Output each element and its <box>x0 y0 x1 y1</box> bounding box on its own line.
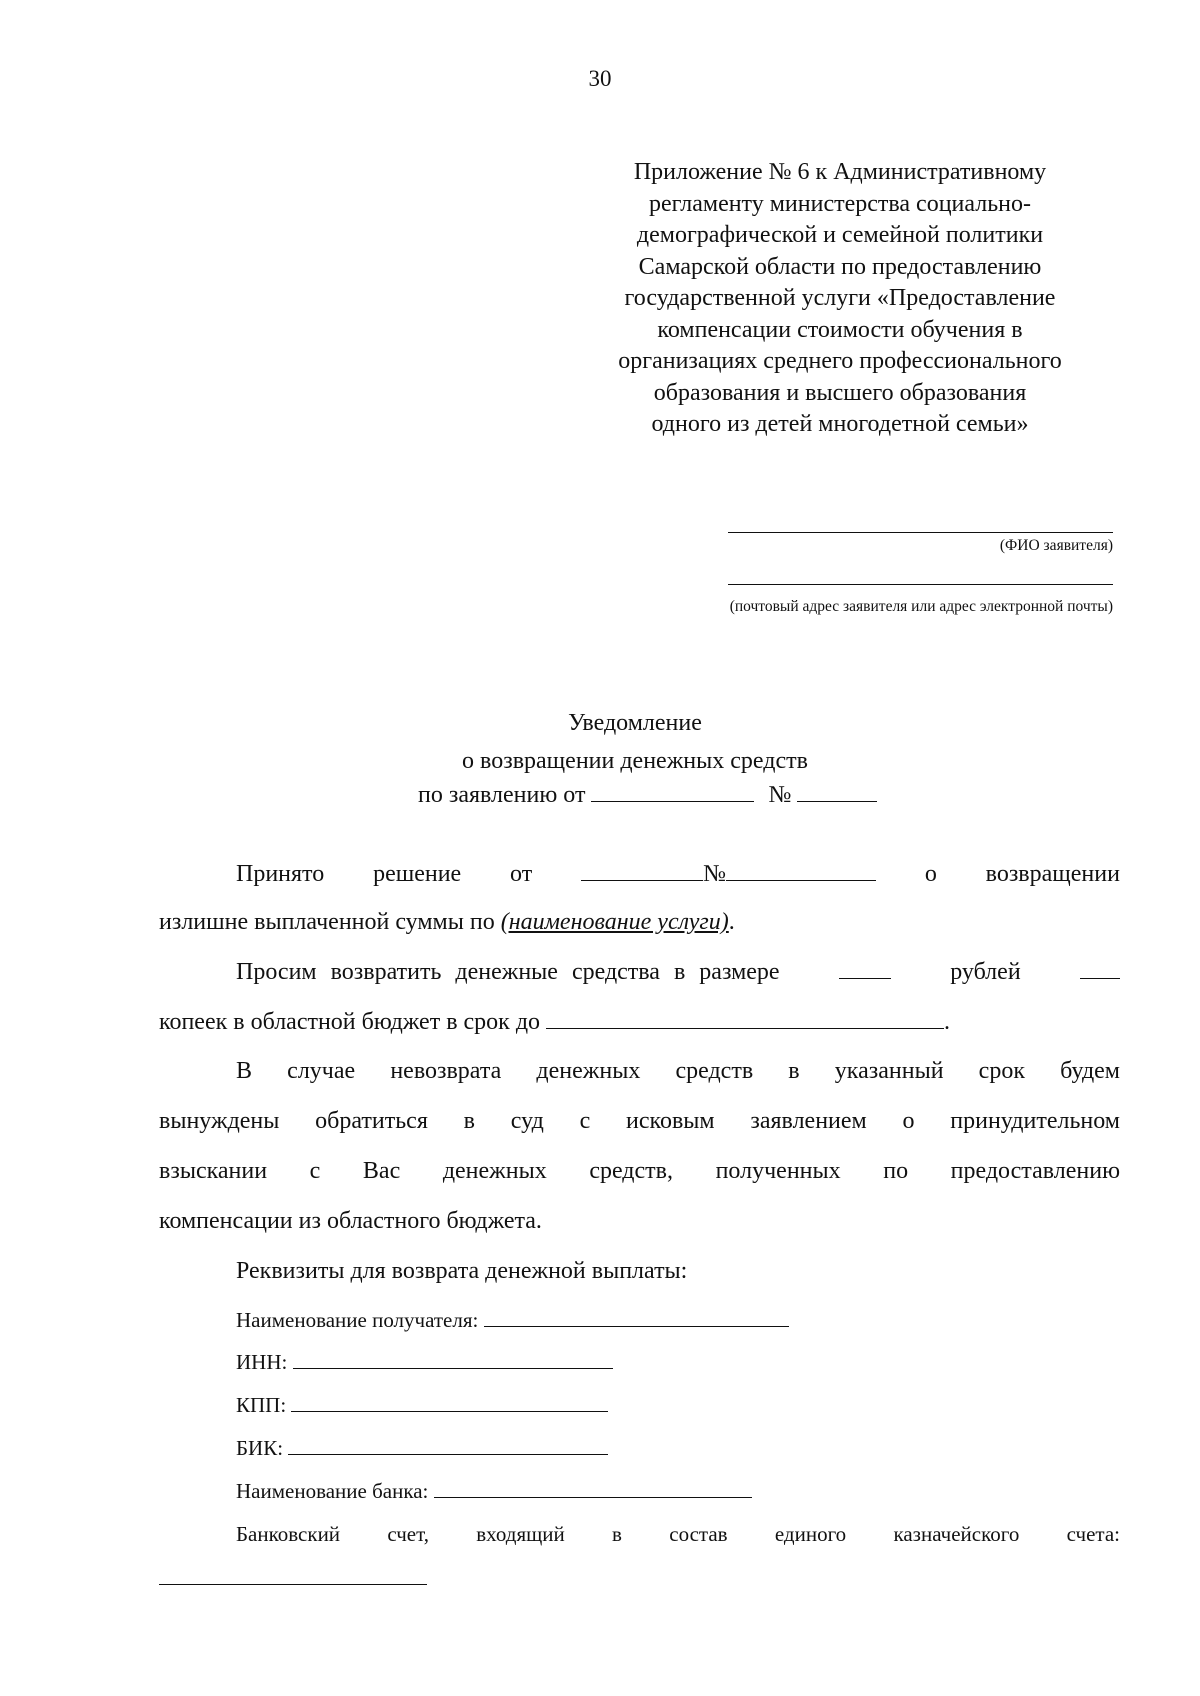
deadline-blank <box>546 1008 944 1029</box>
appendix-header <box>560 157 1120 441</box>
bik-label: БИК: <box>236 1436 284 1460</box>
header-line: Приложение № 6 к Административному <box>633 159 1047 185</box>
notice-application-line <box>418 781 877 809</box>
request-line-2 <box>159 1008 950 1036</box>
recipient-label: Наименование получателя: <box>236 1308 479 1332</box>
decision-word: Принято <box>236 861 325 887</box>
request-line2-prefix: копеек в областной бюджет в срок до <box>159 1009 541 1035</box>
warning-line-2: вынуждены обратиться в суд с исковым заявлением о принудительном <box>159 1108 1120 1134</box>
header-line: государственной услуги «Предоставление <box>624 285 1056 311</box>
header-line: регламенту министерства социально- <box>648 190 1032 217</box>
bank-row <box>236 1479 752 1504</box>
kpp-blank <box>291 1393 608 1412</box>
request-line2-suffix: . <box>944 1009 951 1035</box>
kpp-label: КПП: <box>236 1393 287 1417</box>
decision-line-2 <box>159 909 735 936</box>
page-number: 30 <box>588 66 612 91</box>
decision-line2-prefix: излишне выплаченной суммы по <box>159 909 495 935</box>
decision-date-number <box>581 860 876 888</box>
bank-label: Наименование банка: <box>236 1479 429 1503</box>
decision-word: о <box>924 861 937 887</box>
decision-line-1 <box>236 860 1120 888</box>
applicant-address-line <box>728 584 1113 585</box>
header-line: Самарской области по предоставлению <box>638 253 1042 280</box>
header-line: демографической и семейной политики <box>636 222 1044 248</box>
application-number-sign: № <box>768 782 792 808</box>
application-date-blank <box>591 781 754 802</box>
header-line: одного из детей многодетной семьи» <box>651 411 1029 437</box>
header-line: организациях среднего профессионального <box>618 348 1062 374</box>
application-number-blank <box>797 781 877 802</box>
applicant-name-caption: (ФИО заявителя) <box>999 537 1113 554</box>
recipient-blank <box>484 1308 789 1327</box>
bank-blank <box>434 1479 752 1498</box>
decision-date-blank <box>581 860 703 881</box>
warning-line-4: компенсации из областного бюджета. <box>159 1208 542 1234</box>
inn-label: ИНН: <box>236 1350 288 1374</box>
service-name-placeholder: (наименование услуги) <box>500 909 729 935</box>
account-blank <box>159 1584 427 1585</box>
kpp-row <box>236 1393 608 1418</box>
decision-number-sign: № <box>703 861 726 887</box>
kopecks-amount-blank <box>1080 958 1120 979</box>
request-text: Просим возвратить денежные средства в размере <box>236 959 780 985</box>
header-line: компенсации стоимости обучения в <box>657 316 1023 343</box>
rubles-amount-blank <box>839 958 891 979</box>
inn-row <box>236 1350 613 1375</box>
request-line-1 <box>236 958 1120 986</box>
warning-line-1: В случае невозврата денежных средств в указанный срок будем <box>236 1058 1120 1084</box>
applicant-address-caption: (почтовый адрес заявителя или адрес электронной почты) <box>729 598 1113 615</box>
decision-word: возвращении <box>985 861 1120 887</box>
header-line: образования и высшего образования <box>653 379 1027 406</box>
inn-blank <box>293 1350 613 1369</box>
applicant-name-line <box>728 532 1113 533</box>
decision-word: решение <box>373 861 462 887</box>
decision-line2-suffix: . <box>728 909 735 935</box>
decision-number-blank <box>726 860 876 881</box>
warning-line-3: взыскании с Вас денежных средств, полученных по предоставлению <box>159 1158 1120 1184</box>
account-row: Банковский счет, входящий в состав единого казначейского счета: <box>236 1522 1120 1546</box>
bik-blank <box>288 1436 608 1455</box>
application-prefix: по заявлению от <box>418 782 586 808</box>
decision-word: от <box>510 861 533 887</box>
recipient-row <box>236 1308 789 1333</box>
notice-subtitle: о возвращении денежных средств <box>462 748 808 774</box>
requisites-heading: Реквизиты для возврата денежной выплаты: <box>236 1258 688 1284</box>
notice-title: Уведомление <box>568 710 702 736</box>
rubles-label: рублей <box>950 959 1021 985</box>
bik-row <box>236 1436 608 1461</box>
